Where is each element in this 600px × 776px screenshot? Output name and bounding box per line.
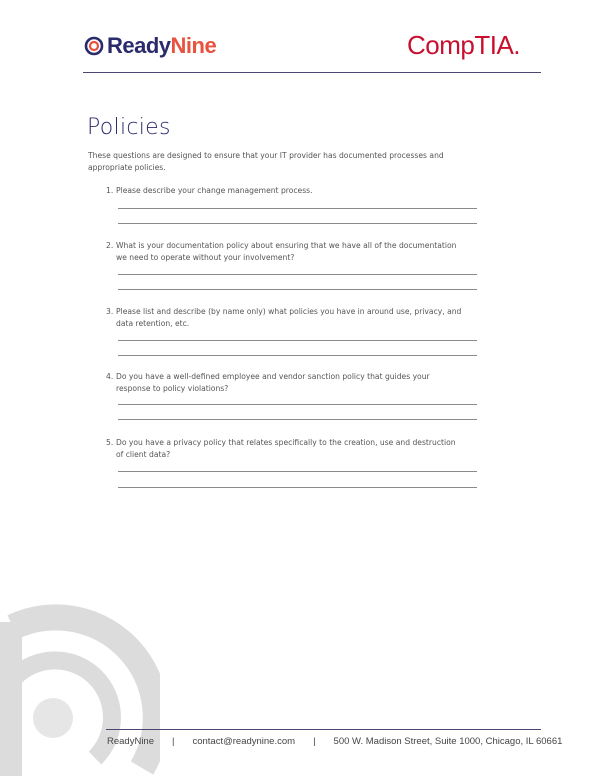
header-divider: [83, 72, 541, 73]
answer-line[interactable]: [118, 419, 477, 420]
logo-text-nine: Nine: [170, 33, 217, 58]
question-number: 2.: [106, 241, 114, 250]
question-text: Do you have a well-defined employee and vendor sanction policy that guides your: [116, 372, 430, 381]
question-number: 1.: [106, 186, 114, 195]
comptia-logo: CompTIA.: [407, 30, 521, 60]
question-text: Please list and describe (by name only) what policies you have in around use, privacy, and: [116, 307, 462, 316]
logo-text-ready: Ready: [107, 33, 171, 58]
question-4: [106, 371, 486, 394]
question-text: we need to operate without your involvement?: [116, 252, 295, 262]
question-text: Do you have a privacy policy that relates specifically to the creation, use and destruction: [116, 438, 456, 447]
question-1: [106, 185, 486, 197]
readynine-logo-icon: [84, 36, 104, 56]
answer-line[interactable]: [118, 404, 477, 405]
question-text: data retention, etc.: [116, 318, 190, 328]
question-text: response to policy violations?: [116, 383, 229, 393]
question-3: [106, 306, 486, 329]
question-2: [106, 240, 486, 263]
answer-line[interactable]: [118, 289, 477, 290]
answer-line[interactable]: [118, 487, 477, 488]
answer-line[interactable]: [118, 355, 477, 356]
intro-text: These questions are designed to ensure that your IT provider has documented processes and appropriate policies.: [88, 151, 444, 172]
question-text: What is your documentation policy about ensuring that we have all of the documentation: [116, 241, 457, 250]
question-text: of client data?: [116, 449, 171, 459]
page-title: Policies: [87, 115, 171, 140]
question-5: [106, 437, 486, 460]
footer-address: 500 W. Madison Street, Suite 1000, Chicago, IL 60661: [333, 736, 563, 747]
footer-company: ReadyNine: [107, 736, 154, 747]
answer-line[interactable]: [118, 223, 477, 224]
footer-separator: |: [313, 736, 316, 747]
question-number: 4.: [106, 372, 114, 381]
footer-separator: |: [172, 736, 175, 747]
question-number: 5.: [106, 438, 114, 447]
answer-line[interactable]: [118, 340, 477, 341]
question-text: Please describe your change management process.: [116, 186, 313, 195]
question-number: 3.: [106, 307, 114, 316]
footer-email: contact@readynine.com: [192, 736, 296, 747]
watermark-logo: [0, 600, 160, 776]
answer-line[interactable]: [118, 274, 477, 275]
readynine-logo: [84, 33, 216, 59]
answer-line[interactable]: [118, 208, 477, 209]
footer-divider: [106, 729, 541, 730]
footer: [107, 736, 562, 747]
answer-line[interactable]: [118, 471, 477, 472]
